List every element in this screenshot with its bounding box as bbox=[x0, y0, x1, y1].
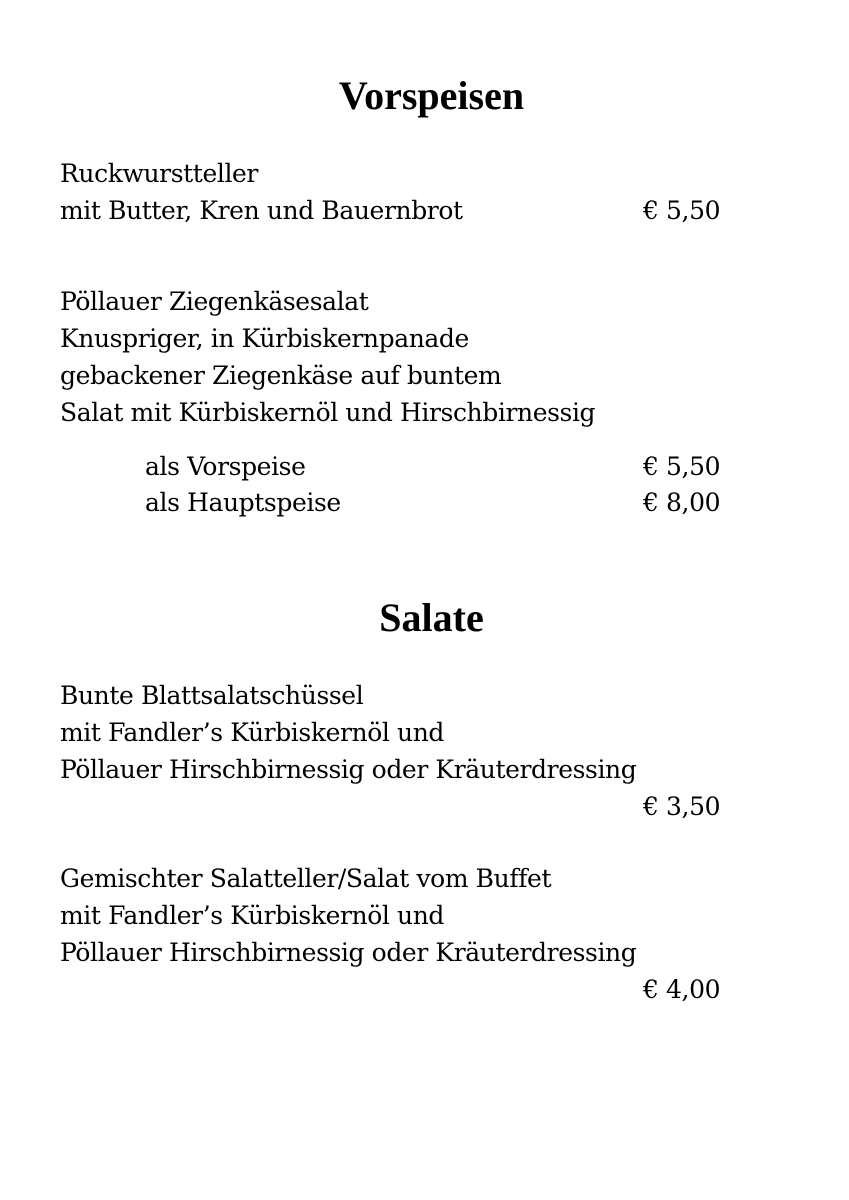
item-name: Ruckwurstteller bbox=[60, 159, 258, 188]
item-description: Pöllauer Hirschbirnessig oder Kräuterdressing bbox=[60, 938, 637, 967]
option-label: als Vorspeise bbox=[145, 452, 306, 481]
option-label: als Hauptspeise bbox=[145, 488, 341, 517]
option-price: € 8,00 bbox=[643, 488, 721, 517]
section-heading-vorspeisen: Vorspeisen bbox=[338, 73, 525, 118]
item-description: Pöllauer Hirschbirnessig oder Kräuterdressing bbox=[60, 755, 637, 784]
item-description: mit Fandler’s Kürbiskernöl und bbox=[60, 718, 445, 747]
item-price: € 3,50 bbox=[643, 792, 721, 821]
item-name: Bunte Blattsalatschüssel bbox=[60, 681, 364, 710]
item-description: gebackener Ziegenkäse auf buntem bbox=[60, 361, 502, 390]
item-description: Salat mit Kürbiskernöl und Hirschbirnessig bbox=[60, 398, 596, 427]
item-name: Pöllauer Ziegenkäsesalat bbox=[60, 287, 369, 316]
item-price: € 5,50 bbox=[643, 196, 721, 225]
section-heading-salate: Salate bbox=[379, 595, 484, 640]
item-description: mit Fandler’s Kürbiskernöl und bbox=[60, 901, 445, 930]
item-description: Knuspriger, in Kürbiskernpanade bbox=[60, 324, 469, 353]
item-description: mit Butter, Kren und Bauernbrot bbox=[60, 196, 463, 225]
item-price: € 4,00 bbox=[643, 975, 721, 1004]
item-name: Gemischter Salatteller/Salat vom Buffet bbox=[60, 864, 552, 893]
option-price: € 5,50 bbox=[643, 452, 721, 481]
